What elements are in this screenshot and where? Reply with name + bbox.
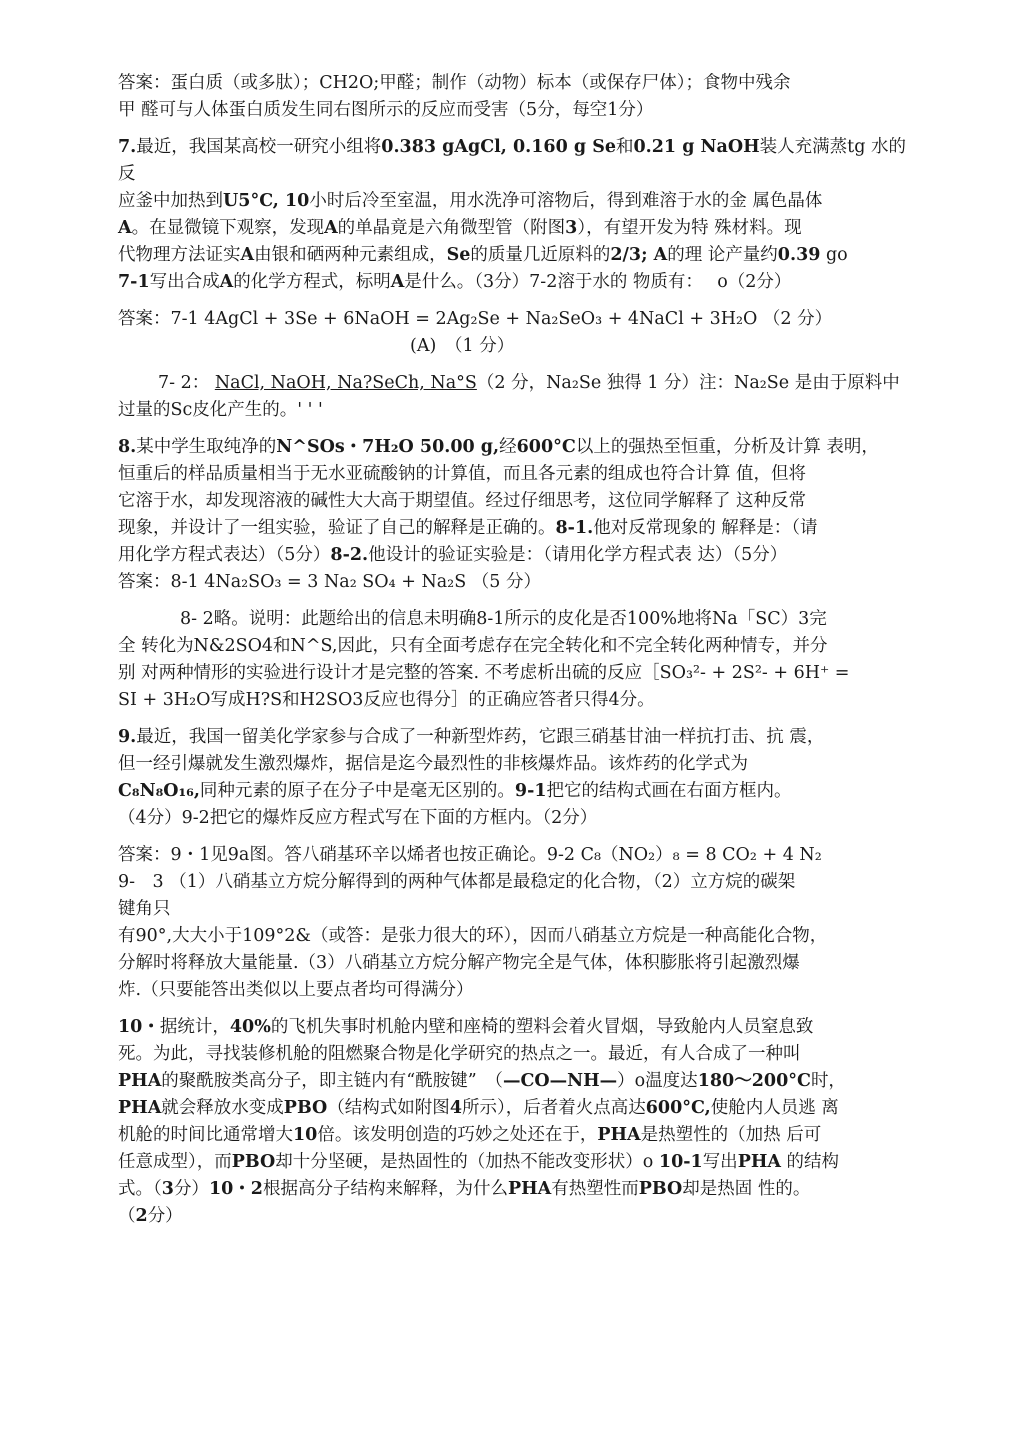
q10-line-3: PHA的聚酰胺类高分子，即主链内有“酰胺键” （—CO—NH—）o温度达180～200°C时， bbox=[118, 1071, 846, 1091]
q9-answer-line-5: 分解时将释放大量能量.（3）八硝基立方烷分解产物完全是气体，体积膨胀将引起激烈爆 bbox=[118, 953, 800, 973]
question-8 bbox=[118, 434, 918, 569]
q7-line-1: 7.最近，我国某高校一研究小组将0.383 gAgCl, 0.160 g Se和0.21 g NaOH装人充满蒸tg 水的反 bbox=[118, 137, 906, 184]
q10-line-6: 任意成型），而PBO却十分坚硬，是热固性的（加热不能改变形状）o 10-1写出PHA 的结构 bbox=[118, 1152, 840, 1172]
q8-line-5: 用化学方程式表达）（5分）8-2.他设计的验证实验是：（请用化学方程式表 达）（5分） bbox=[118, 545, 788, 565]
q7-answer-line-2: (A) （1 分） bbox=[410, 336, 515, 356]
q10-line-4: PHA就会释放水变成PBO（结构式如附图4所示），后者着火点高达600°C,使舱内人员逃 离 bbox=[118, 1098, 839, 1118]
document-page bbox=[118, 70, 918, 1230]
q7-answer-line-4: 过量的Sc皮化产生的。' ' ' bbox=[118, 400, 323, 420]
q9-answer-line-1: 答案：9・1见9a图。答八硝基环辛以烯者也按正确论。9-2 C₈（NO₂）₈ = 8 CO₂ + 4 N₂ bbox=[118, 845, 822, 865]
q8-answer-line-2: 8- 2略。说明：此题给出的信息未明确8-1所示的皮化是否100%地将Na「SC）3完 bbox=[180, 609, 827, 629]
q8-line-3: 它溶于水，却发现溶液的碱性大大高于期望值。经过仔细思考，这位同学解释了 这种反常 bbox=[118, 491, 807, 511]
q10-line-7: 式。（3分）10・2根据高分子结构来解释，为什么PHA有热塑性而PBO却是热固 性的。 bbox=[118, 1179, 811, 1199]
q10-line-5: 机舱的时间比通常增大10倍。该发明创造的巧妙之处还在于，PHA是热塑性的（加热 后可 bbox=[118, 1125, 822, 1145]
q8-line-1: 8.某中学生取纯净的N^SOs・7H₂O 50.00 g,经600°C以上的强热至恒重，分析及计算 表明， bbox=[118, 437, 879, 457]
q8-answer bbox=[118, 569, 918, 714]
q7-answer-line-1: 答案：7-1 4AgCl + 3Se + 6NaOH = 2Ag₂Se + Na₂SeO₃ + 4NaCl + 3H₂O （2 分） bbox=[118, 309, 833, 329]
q8-line-2: 恒重后的样品质量相当于无水亚硫酸钠的计算值，而且各元素的组成也符合计算 值，但将 bbox=[118, 464, 807, 484]
q7-answer-line-3: 7- 2： NaCl, NaOH, Na?SeCh, Na°S（2 分，Na₂Se 独得 1 分）注：Na₂Se 是由于原料中 bbox=[158, 373, 900, 393]
q6-answer bbox=[118, 70, 918, 124]
q9-answer bbox=[118, 842, 918, 1004]
question-10 bbox=[118, 1014, 918, 1230]
q8-answer-line-1: 答案：8-1 4Na₂SO₃ = 3 Na₂ SO₄ + Na₂S （5 分） bbox=[118, 572, 541, 592]
q10-line-8: （2分） bbox=[118, 1206, 183, 1226]
q9-answer-line-2: 9- 3 （1）八硝基立方烷分解得到的两种气体都是最稳定的化合物，（2）立方烷的碳架 bbox=[118, 872, 796, 892]
question-9 bbox=[118, 724, 918, 832]
q9-line-2: 但一经引爆就发生激烈爆炸，据信是迄今最烈性的非核爆炸品。该炸药的化学式为 bbox=[118, 754, 748, 774]
q9-line-1: 9.最近，我国一留美化学家参与合成了一种新型炸药，它跟三硝基甘油一样抗打击、抗 震， bbox=[118, 727, 825, 747]
q7-line-2: 应釜中加热到U5°C, 10小时后冷至室温，用水洗净可溶物后，得到难溶于水的金 属色晶体 bbox=[118, 191, 823, 211]
q8-line-4: 现象，并设计了一组实验，验证了自己的解释是正确的。8-1.他对反常现象的 解释是：（请 bbox=[118, 518, 818, 538]
q6-answer-line-1: 答案：蛋白质（或多肽）；CH2O;甲醛；制作（动物）标本（或保存尸体）；食物中残余 bbox=[118, 73, 791, 93]
q9-answer-line-3: 键角只 bbox=[118, 899, 171, 919]
q7-answer bbox=[118, 306, 918, 424]
q8-answer-line-4: 别 对两种情形的实验进行设计才是完整的答案. 不考虑析出硫的反应［SO₃²- + 2S²- + 6H⁺ = bbox=[118, 663, 850, 683]
q7-line-5: 7-1写出合成A的化学方程式，标明A是什么。（3分）7-2溶于水的 物质有： o（2分） bbox=[118, 272, 792, 292]
question-7 bbox=[118, 134, 918, 296]
q8-answer-line-5: SI + 3H₂O写成H?S和H2SO3反应也得分］的正确应答者只得4分。 bbox=[118, 690, 655, 710]
q10-line-1: 10・据统计，40%的飞机失事时机舱内壁和座椅的塑料会着火冒烟，导致舱内人员窒息致 bbox=[118, 1017, 814, 1037]
q7-line-4: 代物理方法证实A由银和硒两种元素组成，Se的质量几近原料的2/3; A的理 论产量约0.39 go bbox=[118, 245, 848, 265]
q7-line-3: A。在显微镜下观察，发现A的单晶竟是六角微型管（附图3），有望开发为特 殊材料。现 bbox=[118, 218, 802, 238]
q9-line-3: C₈N₈O₁₆,同种元素的原子在分子中是毫无区别的。9-1把它的结构式画在右面方框内。 bbox=[118, 781, 792, 801]
q6-answer-line-2: 甲 醛可与人体蛋白质发生同右图所示的反应而受害（5分，每空1分） bbox=[118, 100, 654, 120]
q9-answer-line-6: 炸.（只要能答出类似以上要点者均可得满分） bbox=[118, 980, 474, 1000]
q9-answer-line-4: 有90°,大大小于109°2&（或答：是张力很大的环），因而八硝基立方烷是一种高能化合物， bbox=[118, 926, 828, 946]
q9-line-4: （4分）9-2把它的爆炸反应方程式写在下面的方框内。（2分） bbox=[118, 808, 598, 828]
q8-answer-line-3: 全 转化为N&2SO4和N^S,因此，只有全面考虑存在完全转化和不完全转化两种情专，并分 bbox=[118, 636, 828, 656]
q10-line-2: 死。为此，寻找装修机舱的阻燃聚合物是化学研究的热点之一。最近，有人合成了一种叫 bbox=[118, 1044, 801, 1064]
